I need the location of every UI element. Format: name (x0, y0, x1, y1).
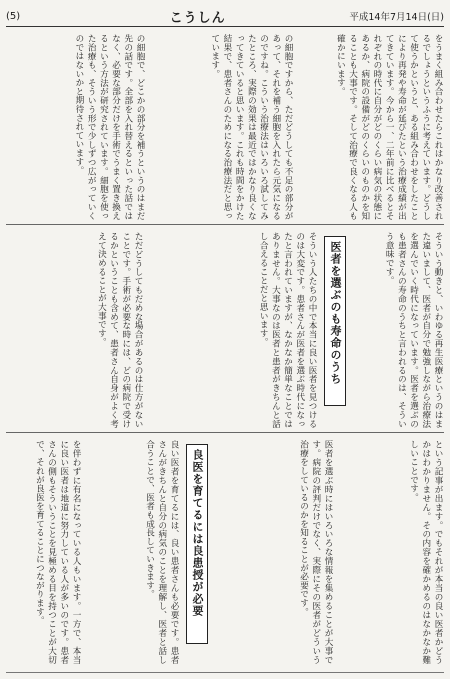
page-number: (5) (6, 10, 21, 22)
divider (6, 432, 444, 433)
article-column (152, 34, 294, 220)
article-text: ただどうしてもだめな場合があるのは仕方がないことです。手術が必要な時には、どの病院で受けるかということも含めて、患者さん自身がよく考えて決めることが大事です。 (96, 232, 143, 428)
page-header (6, 6, 444, 27)
divider (6, 224, 444, 225)
article-column (210, 440, 334, 664)
footer-rule (6, 672, 444, 673)
article-text: そういう動きと、いわゆる再生医療というのはまた違いまして、医者が自分で勉強しながら治療法を選んでいく時代になっています。医者を選ぶのも患者さんの寿命のうちと言われるのは、そういう意味です。 (384, 232, 443, 428)
article-text: 良い医者を育てるには、良い患者さんも必要です。患者さんがきちんと自分の病気のことを理解し、医者と話し合うことで、医者も成長していきます。 (144, 440, 179, 664)
article-text: の細胞ですから、ただどうしても不足の部分があって、それを補う細胞を入れたら元気になるのですね。こういう治療法はいろいろ試してみたところ、実際の効果は最近ではかなり良くなってきていると思います。これも時間をかけた結果で、患者さんのためになる治療法だと思っています。 (209, 34, 293, 220)
article-text: をうまく組み合わせたらこれはかなり改善されるでしょうというふうに考えています。どうして使うかというと、ある組み合わせをしたことにより再発や寿命が延びたという治療成績が出てきています。今から一、二年前に比べるとそれぞれの時代に自分がどのくらい病気の状態にあるか、病院の設備がどのくらいのものかを知ることも大事です。そして治療で良くなる人も確かにいます。 (335, 34, 443, 220)
article-column (6, 34, 146, 220)
article-column (340, 440, 444, 664)
section-heading: 良医を育てるには良患授が必要 (186, 444, 208, 644)
article-column (86, 440, 180, 664)
article-text: そういう人たちの中で本当に良い医者を見つけるのは大変です。患者さんが医者を選ぶ時代になったと言われていますが、なかなか簡単なことではありません。大事なのは医者と患者がきちんと話し合えることだと思います。 (258, 232, 317, 428)
issue-date: 平成14年7月14日(日) (349, 12, 444, 23)
article-column (346, 232, 444, 428)
article-text: の細胞で、どこかの部分を補うというのはまだ先の話です。全部を入れ替えるといった話ではなく、必要な部分だけを手術でうまく置き換えるという方法が研究されています。細胞を使った治療も、そういう形で少しずつ広がっていくのではないかと期待されています。 (73, 34, 145, 220)
article-text: 医者を選ぶ時にはいろいろな情報を集めることが大事です。病院の評判だけでなく、実際にその医者がどういう治療をしているのかを知ることが必要です。 (298, 440, 333, 664)
article-column (6, 440, 82, 664)
article-text: という記事が出ます。でもそれが本当の良い医者かどうかはわかりません。その内容を確かめるのはなかなか難しいことです。 (408, 440, 443, 664)
article-column (300, 34, 444, 220)
article-column (6, 232, 144, 428)
article-text: を伴わずに有名になっている人もいます。一方で、本当に良い医者は地道に努力している人が多いのです。患者さんの側もそういうことを見極める目を持つことが大切で、それが良医を育てることにつながります。 (34, 440, 81, 664)
article-column (150, 232, 318, 428)
newsletter-title: こうしん (169, 10, 226, 26)
section-heading: 医者を選ぶのも寿命のうち (324, 236, 346, 406)
